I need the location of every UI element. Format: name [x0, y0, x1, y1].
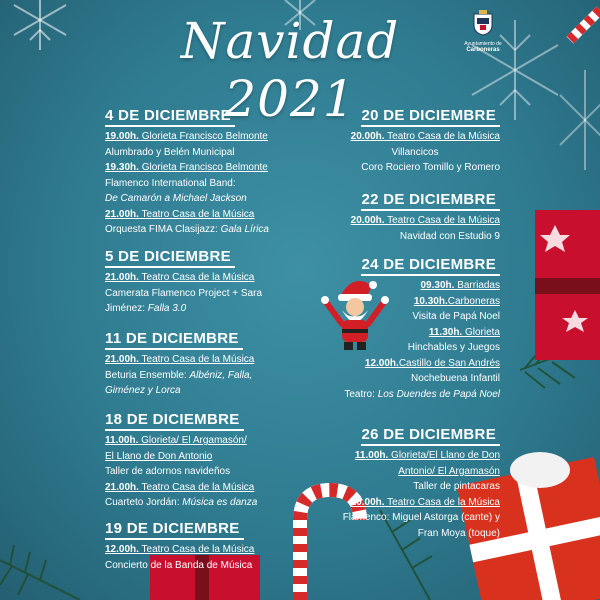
event-time-place: 21.00h. Teatro Casa de la Música	[105, 481, 255, 493]
event-description: Visita de Papá Noel	[412, 311, 500, 322]
event-time-place: 21.00h. Teatro Casa de la Música	[105, 208, 255, 220]
day-block-4	[105, 107, 269, 238]
snowflake-icon	[14, 0, 66, 50]
day-block-5	[105, 248, 262, 317]
event-description: Flamenco: Miguel Astorga (cante) y	[342, 512, 500, 523]
day-heading: 19 DE DICIEMBRE	[105, 520, 244, 540]
town-crest	[456, 10, 510, 53]
event-description: Flamenco International Band:	[105, 177, 236, 189]
day-block-11	[105, 330, 254, 399]
event-time-place: 12.00h.Castillo de San Andrés	[364, 357, 500, 369]
event-place: Antonio/ El Argamasón	[398, 465, 500, 477]
event-description: Beturia Ensemble: Albéniz, Falla,	[105, 369, 253, 381]
day-block-26	[300, 426, 500, 541]
event-description: Coro Rociero Tomillo y Romero	[361, 162, 500, 173]
day-block-22	[310, 191, 500, 244]
event-description: Orquesta FIMA Clasijazz: Gala Lírica	[105, 224, 269, 235]
event-time-place: 12.00h. Teatro Casa de la Música	[105, 544, 255, 555]
day-heading: 4 DE DICIEMBRE	[105, 107, 235, 127]
event-description: Jiménez: Falla 3.0	[105, 303, 187, 314]
event-time-place: 20.00h. Teatro Casa de la Música	[350, 131, 500, 142]
event-time-place: 21.00h. Teatro Casa de la Música	[105, 272, 255, 283]
day-block-20	[310, 107, 500, 176]
day-heading: 26 DE DICIEMBRE	[361, 426, 500, 446]
day-heading: 22 DE DICIEMBRE	[361, 191, 500, 211]
event-time-place: 20.00h. Teatro Casa de la Música	[350, 215, 500, 226]
day-block-24	[310, 256, 500, 402]
event-description: Hinchables y Juegos	[407, 342, 500, 353]
event-time-place: 20.00h. Teatro Casa de la Música	[350, 496, 500, 508]
event-description: Alumbrado y Belén Municipal	[105, 146, 235, 158]
event-description: Concierto de la Banda de Música	[105, 559, 253, 571]
event-time-place: 11.00h. Glorieta/ El Argamasón/	[105, 435, 247, 446]
coat-of-arms-icon	[471, 10, 495, 36]
event-description: Nochebuena Infantil	[411, 373, 500, 384]
crest-text-line: Ayuntamiento de	[464, 41, 502, 47]
snowflake-icon	[560, 70, 600, 170]
event-description: Villancicos	[391, 146, 439, 158]
event-description: Cuarteto Jordán: Música es danza	[105, 497, 258, 508]
day-block-18	[105, 411, 257, 511]
event-time-place: 11.00h. Glorieta/El Llano de Don	[354, 450, 500, 461]
event-time-place: 21.00h. Teatro Casa de la Música	[105, 354, 255, 365]
event-time-place: 10.30h.Carboneras	[413, 295, 500, 307]
event-description: Teatro: Los Duendes de Papá Noel	[344, 388, 500, 400]
event-place: El Llano de Don Antonio	[105, 450, 213, 462]
day-heading: 11 DE DICIEMBRE	[105, 330, 243, 350]
gift-box-icon	[535, 210, 600, 360]
event-description: Taller de adornos navideños	[105, 466, 231, 477]
day-block-19	[105, 520, 254, 573]
event-description: Taller de pintacaras	[413, 481, 500, 492]
event-time-place: 11.30h. Glorieta	[428, 326, 500, 338]
event-description: Fran Moya (toque)	[417, 527, 500, 539]
day-heading: 5 DE DICIEMBRE	[105, 248, 235, 268]
event-time-place: 19.00h. Glorieta Francisco Belmonte	[105, 131, 268, 142]
crest-text-line: Carboneras	[466, 47, 500, 53]
day-heading: 20 DE DICIEMBRE	[361, 107, 500, 127]
day-heading: 18 DE DICIEMBRE	[105, 411, 244, 431]
day-heading: 24 DE DICIEMBRE	[361, 256, 500, 276]
event-time-place: 09.30h. Barriadas	[420, 280, 500, 291]
event-description: Camerata Flamenco Project + Sara	[105, 287, 263, 299]
event-description: Navidad con Estudio 9	[399, 230, 500, 242]
event-description: De Camarón a Michael Jackson	[105, 193, 247, 204]
event-time-place: 19.30h. Glorieta Francisco Belmonte	[105, 162, 268, 173]
event-description: Giménez y Lorca	[105, 385, 181, 396]
page-title: Navidad 2021	[180, 12, 400, 128]
